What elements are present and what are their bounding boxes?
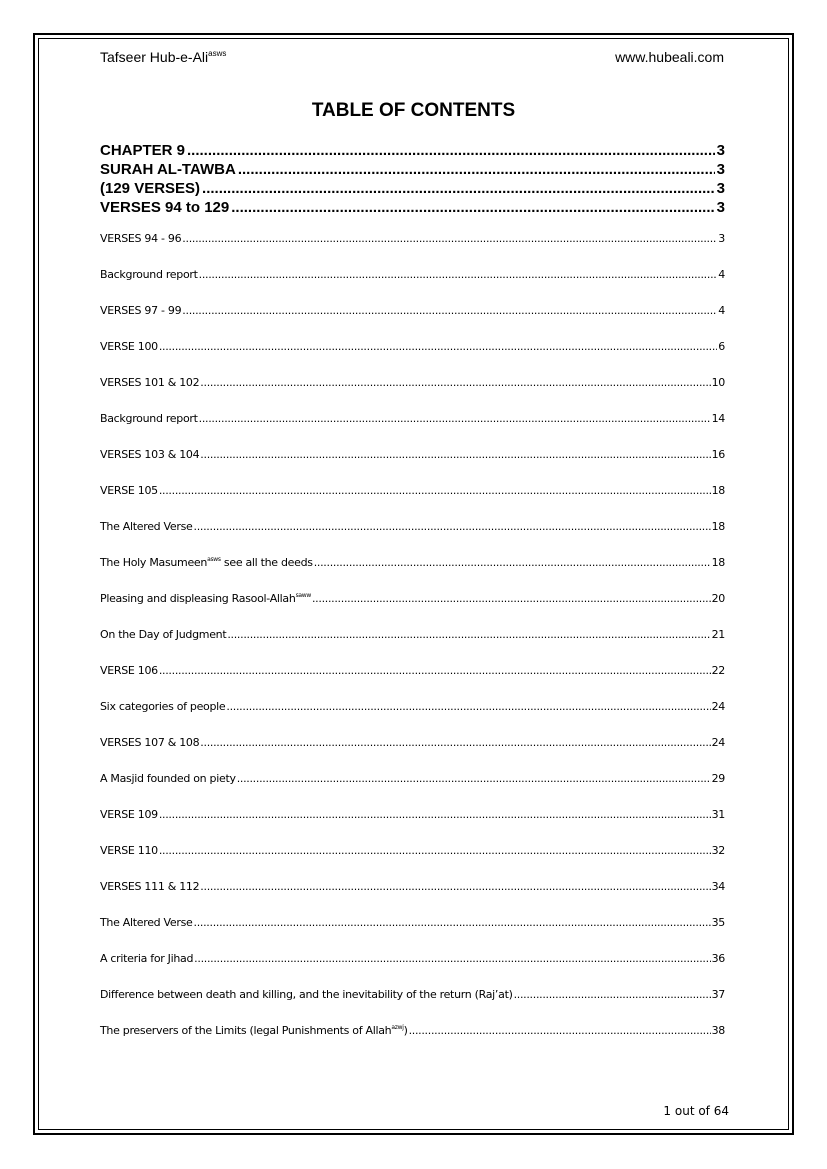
toc-entry-label — [100, 700, 225, 713]
toc-entry-page: 36 — [711, 952, 725, 965]
toc-entry-text: VERSES 103 & 104 — [100, 448, 200, 461]
toc-entry-text: VERSES 101 & 102 — [100, 376, 200, 389]
toc-entry-page: 21 — [711, 628, 725, 641]
toc-entry-label: CHAPTER 9 — [100, 142, 186, 159]
toc-entry-honorific: saww — [295, 592, 311, 599]
toc-dot-leader — [237, 772, 711, 785]
toc-dot-leader — [182, 232, 717, 245]
toc-dot-leader — [199, 412, 711, 425]
toc-entry[interactable] — [100, 304, 725, 340]
toc-entry-text: VERSE 100 — [100, 340, 158, 353]
toc-entry-label — [100, 484, 158, 497]
toc-entry-label — [100, 556, 313, 569]
toc-entry-label — [100, 304, 181, 317]
toc-entry-label — [100, 736, 199, 749]
toc-entry[interactable] — [100, 592, 725, 628]
toc-dot-leader — [200, 448, 710, 461]
toc-entry-label — [100, 520, 193, 533]
toc-entry-label — [100, 592, 311, 605]
toc-entry-label — [100, 1024, 408, 1037]
toc-entry-page: 18 — [711, 484, 725, 497]
toc-entry-text: VERSE 106 — [100, 664, 158, 677]
toc-dot-leader — [202, 180, 715, 197]
toc-major-entry[interactable] — [100, 199, 725, 218]
toc-entry-label — [100, 988, 513, 1001]
toc-entry-page: 24 — [711, 700, 725, 713]
toc-entry-label — [100, 664, 158, 677]
toc-entry[interactable] — [100, 808, 725, 844]
toc-dot-leader — [194, 916, 711, 929]
toc-entry-label — [100, 448, 199, 461]
toc-dot-leader — [199, 268, 718, 281]
toc-dot-leader — [200, 376, 710, 389]
toc-dot-leader — [227, 628, 710, 641]
toc-entry[interactable] — [100, 844, 725, 880]
toc-entry-label — [100, 376, 199, 389]
page-indicator: 1 out of 64 — [663, 1104, 729, 1118]
toc-dot-leader — [514, 988, 711, 1001]
toc-entry[interactable] — [100, 736, 725, 772]
toc-dot-leader — [409, 1024, 711, 1037]
toc-entry[interactable] — [100, 556, 725, 592]
toc-entry-page: 3 — [718, 232, 725, 245]
toc-dot-leader — [159, 484, 711, 497]
toc-entry-page: 24 — [711, 736, 725, 749]
header-title-text: Tafseer Hub-e-Ali — [100, 49, 209, 65]
toc-entry-text: The Altered Verse — [100, 520, 193, 533]
toc-entry-page: 29 — [711, 772, 725, 785]
toc-entry[interactable] — [100, 484, 725, 520]
toc-entry[interactable] — [100, 772, 725, 808]
toc-entry-text: VERSE 109 — [100, 808, 158, 821]
toc-entry-page: 37 — [711, 988, 725, 1001]
toc-entry-label — [100, 952, 193, 965]
toc-dot-leader — [312, 592, 711, 605]
toc-dot-leader — [159, 664, 711, 677]
toc-major-entry[interactable] — [100, 161, 725, 180]
toc-entry-page: 35 — [711, 916, 725, 929]
toc-dot-leader — [231, 199, 714, 216]
header-title-honorific: asws — [208, 49, 227, 58]
toc-entry-label — [100, 340, 158, 353]
toc-minor-list — [100, 232, 725, 1060]
toc-entry[interactable] — [100, 268, 725, 304]
toc-dot-leader — [194, 952, 710, 965]
toc-dot-leader — [187, 142, 715, 159]
toc-entry-page: 31 — [711, 808, 725, 821]
toc-entry-label — [100, 808, 158, 821]
toc-entry-text: Difference between death and killing, and the inevitability of the return (Raj’at) — [100, 988, 513, 1001]
toc-entry-honorific: azwj — [391, 1024, 404, 1031]
toc-entry[interactable] — [100, 880, 725, 916]
toc-dot-leader — [159, 844, 711, 857]
toc-entry-page: 4 — [718, 304, 725, 317]
toc-entry-text: VERSES 111 & 112 — [100, 880, 200, 893]
toc-entry-text: The Holy Masumeen — [100, 556, 208, 569]
header-url[interactable]: www.hubeali.com — [615, 49, 724, 65]
toc-entry-text: VERSES 107 & 108 — [100, 736, 200, 749]
toc-dot-leader — [159, 340, 717, 353]
toc-dot-leader — [159, 808, 711, 821]
toc-entry-text: VERSES 94 - 96 — [100, 232, 182, 245]
toc-entry[interactable] — [100, 1024, 725, 1060]
toc-entry-page: 6 — [718, 340, 725, 353]
toc-dot-leader — [200, 880, 710, 893]
toc-entry-text-suffix: see all the deeds — [220, 556, 313, 569]
toc-entry-text: Background report — [100, 268, 198, 281]
toc-entry[interactable] — [100, 952, 725, 988]
toc-entry-page: 38 — [711, 1024, 725, 1037]
toc-entry[interactable] — [100, 664, 725, 700]
toc-entry-label: SURAH AL-TAWBA — [100, 161, 236, 178]
toc-entry-page: 10 — [711, 376, 725, 389]
toc-entry-text: Six categories of people — [100, 700, 226, 713]
toc-entry-page: 18 — [711, 520, 725, 533]
toc-entry-label — [100, 268, 198, 281]
toc-entry-label — [100, 844, 158, 857]
toc-entry-page: 3 — [716, 161, 725, 178]
toc-entry-page: 32 — [711, 844, 725, 857]
toc-entry-page: 22 — [711, 664, 725, 677]
toc-entry-text: VERSE 105 — [100, 484, 158, 497]
toc-dot-leader — [182, 304, 717, 317]
toc-entry-text: On the Day of Judgment — [100, 628, 227, 641]
header-title — [100, 49, 226, 65]
toc-entry[interactable] — [100, 232, 725, 268]
toc-entry[interactable] — [100, 448, 725, 484]
toc-entry-page: 18 — [711, 556, 725, 569]
toc-dot-leader — [194, 520, 711, 533]
toc-dot-leader — [200, 736, 710, 749]
toc-entry-text: Pleasing and displeasing Rasool-Allah — [100, 592, 296, 605]
toc-entry[interactable] — [100, 988, 725, 1024]
toc-entry-text: Background report — [100, 412, 198, 425]
toc-entry[interactable] — [100, 412, 725, 448]
toc-entry-label — [100, 772, 236, 785]
toc-entry-page: 3 — [716, 142, 725, 159]
toc-entry[interactable] — [100, 376, 725, 412]
toc-entry-text: A criteria for Jihad — [100, 952, 194, 965]
toc-entry-text: VERSES 97 - 99 — [100, 304, 182, 317]
toc-dot-leader — [314, 556, 711, 569]
toc-entry-page: 34 — [711, 880, 725, 893]
toc-entry[interactable] — [100, 520, 725, 556]
toc-entry-label: VERSES 94 to 129 — [100, 199, 230, 216]
toc-entry-text: VERSE 110 — [100, 844, 158, 857]
toc-entry-label — [100, 412, 198, 425]
toc-dot-leader — [238, 161, 715, 178]
toc-entry-label — [100, 916, 193, 929]
toc-entry-label: (129 VERSES) — [100, 180, 201, 197]
toc-entry-page: 14 — [711, 412, 725, 425]
toc-entry-text: The preservers of the Limits (legal Punishments of Allah — [100, 1024, 392, 1037]
toc-dot-leader — [226, 700, 710, 713]
toc-heading: TABLE OF CONTENTS — [311, 100, 516, 121]
toc-entry-page: 3 — [716, 199, 725, 216]
toc-entry-page: 3 — [716, 180, 725, 197]
toc-entry[interactable] — [100, 628, 725, 664]
toc-entry-text: A Masjid founded on piety — [100, 772, 236, 785]
toc-major-list — [100, 142, 725, 218]
toc-entry[interactable] — [100, 700, 725, 736]
toc-entry-label — [100, 880, 199, 893]
toc-entry-label — [100, 628, 226, 641]
toc-entry-page: 16 — [711, 448, 725, 461]
toc-entry[interactable] — [100, 340, 725, 376]
toc-major-entry[interactable] — [100, 180, 725, 199]
toc-entry-text-suffix: ) — [403, 1024, 408, 1037]
toc-entry-text: The Altered Verse — [100, 916, 193, 929]
toc-entry-honorific: asws — [207, 556, 221, 563]
toc-entry-label — [100, 232, 181, 245]
toc-entry[interactable] — [100, 916, 725, 952]
toc-entry-page: 4 — [718, 268, 725, 281]
toc-entry-page: 20 — [711, 592, 725, 605]
toc-major-entry[interactable] — [100, 142, 725, 161]
